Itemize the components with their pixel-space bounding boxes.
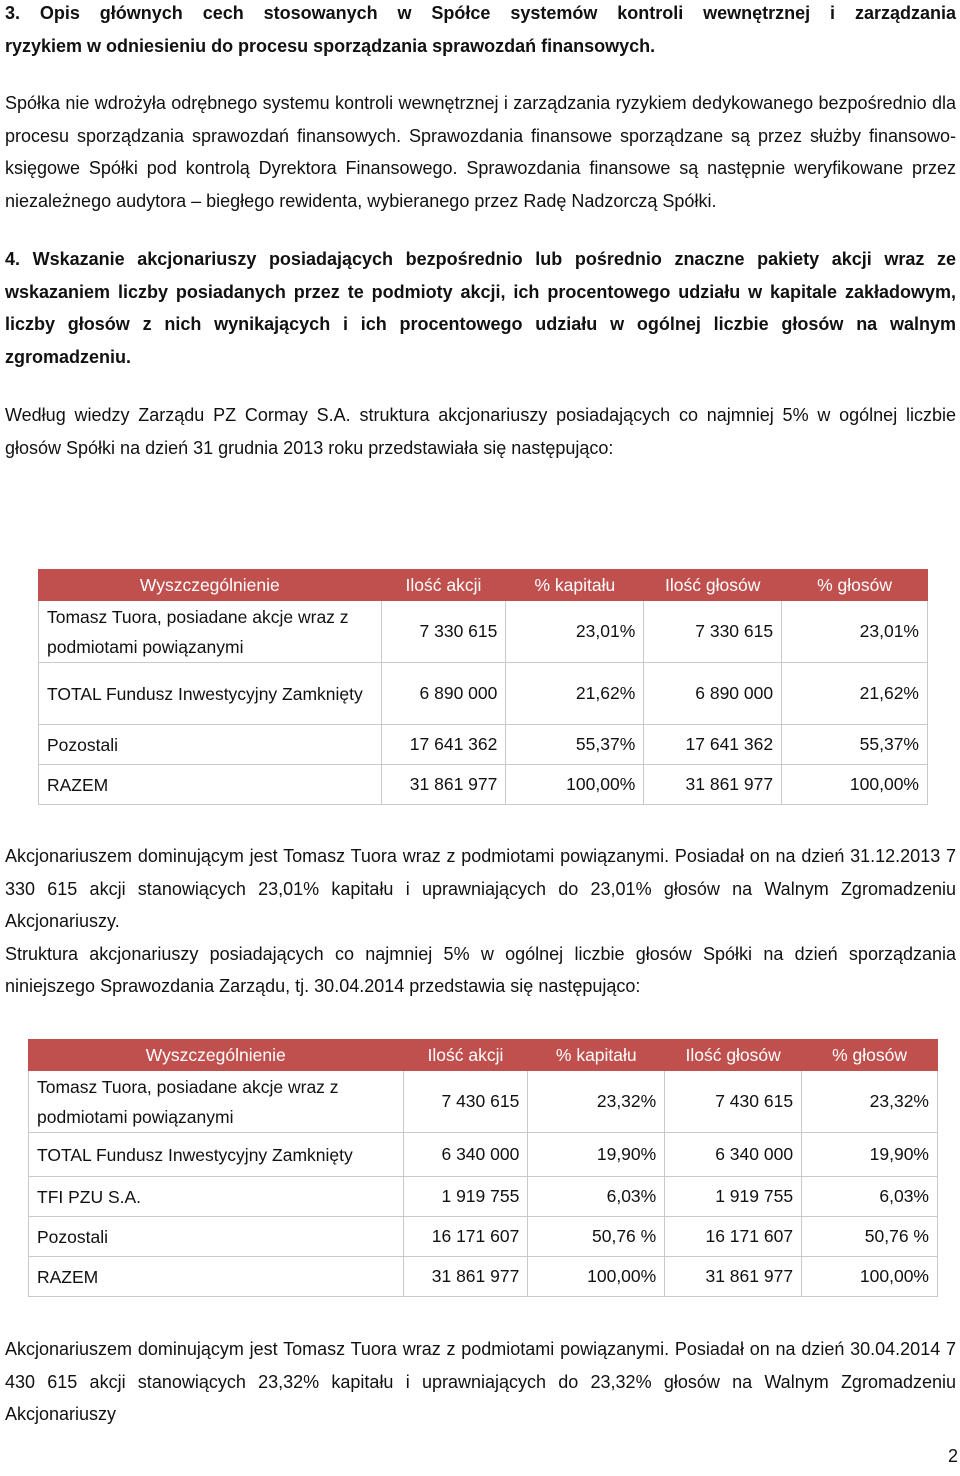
value-cell: 55,37%	[506, 725, 644, 765]
value-cell: 21,62%	[782, 663, 928, 725]
section3-heading-line2: ryzykiem w odniesieniu do procesu sporządzania sprawozdań finansowych.	[5, 35, 656, 56]
dominant-block-2013	[5, 840, 956, 1003]
value-cell: 23,32%	[802, 1071, 938, 1133]
table-row	[29, 1071, 938, 1133]
table-row	[29, 1133, 938, 1177]
section3-heading-line1: 3. Opis głównych cech stosowanych w Spółce systemów kontroli wewnętrznej i zarządzania	[5, 3, 956, 23]
column-header: Wyszczególnienie	[39, 570, 382, 601]
value-cell: 16 171 607	[403, 1217, 528, 1257]
value-cell: 1 919 755	[665, 1177, 802, 1217]
table-header-row	[29, 1040, 938, 1071]
value-cell: 21,62%	[506, 663, 644, 725]
value-cell: 23,01%	[506, 601, 644, 663]
column-header: Ilość akcji	[403, 1040, 528, 1071]
column-header: % kapitału	[528, 1040, 665, 1071]
row-label-cell: Tomasz Tuora, posiadane akcje wraz z podmiotami powiązanymi	[29, 1071, 404, 1133]
value-cell: 7 330 615	[644, 601, 782, 663]
value-cell: 19,90%	[802, 1133, 938, 1177]
page-number: 2	[947, 1446, 958, 1466]
row-label-cell: TOTAL Fundusz Inwestycyjny Zamknięty	[39, 663, 382, 725]
value-cell: 100,00%	[802, 1257, 938, 1297]
column-header: Ilość głosów	[644, 570, 782, 601]
value-cell: 50,76 %	[802, 1217, 938, 1257]
intro-paragraph-2014: Struktura akcjonariuszy posiadających co najmniej 5% w ogólnej liczbie głosów Spółki na dzień sporządzania niniejszego Sprawozdania Zarządu, tj. 30.04.2014 przedstawia się następująco:	[5, 943, 956, 996]
value-cell: 6 340 000	[665, 1133, 802, 1177]
dominant-paragraph-2014: Akcjonariuszem dominującym jest Tomasz Tuora wraz z podmiotami powiązanymi. Posiadał on na dzień 30.04.2014 7 430 615 akcji stanowiących 23,32% kapitału i uprawniających do 23,32% głosów na Walnym Zgromadzeniu Akcjonariuszy	[5, 1339, 956, 1424]
value-cell: 55,37%	[782, 725, 928, 765]
column-header: Ilość głosów	[665, 1040, 802, 1071]
table-row	[39, 765, 928, 805]
value-cell: 23,32%	[528, 1071, 665, 1133]
value-cell: 6,03%	[528, 1177, 665, 1217]
row-label-cell: Tomasz Tuora, posiadane akcje wraz z podmiotami powiązanymi	[39, 601, 382, 663]
shareholders-table-2013	[38, 569, 928, 805]
table-row	[29, 1217, 938, 1257]
value-cell: 6 890 000	[381, 663, 506, 725]
value-cell: 1 919 755	[403, 1177, 528, 1217]
value-cell: 6,03%	[802, 1177, 938, 1217]
intro-paragraph-2013: Według wiedzy Zarządu PZ Cormay S.A. struktura akcjonariuszy posiadających co najmniej 5% w ogólnej liczbie głosów Spółki na dzień 31 grudnia 2013 roku przedstawiała się następująco:	[5, 405, 956, 458]
value-cell: 100,00%	[506, 765, 644, 805]
table-row	[39, 601, 928, 663]
value-cell: 31 861 977	[665, 1257, 802, 1297]
row-label-cell: RAZEM	[39, 765, 382, 805]
dominant-block-2014	[5, 1333, 956, 1431]
value-cell: 23,01%	[782, 601, 928, 663]
column-header: % kapitału	[506, 570, 644, 601]
table-row	[39, 663, 928, 725]
value-cell: 17 641 362	[381, 725, 506, 765]
value-cell: 31 861 977	[403, 1257, 528, 1297]
row-label-cell: RAZEM	[29, 1257, 404, 1297]
column-header: % głosów	[782, 570, 928, 601]
value-cell: 7 330 615	[381, 601, 506, 663]
value-cell: 7 430 615	[665, 1071, 802, 1133]
row-label-cell: Pozostali	[29, 1217, 404, 1257]
section3-paragraph: Spółka nie wdrożyła odrębnego systemu kontroli wewnętrznej i zarządzania ryzykiem dedykowanego bezpośrednio dla procesu sporządzania sprawozdań finansowych. Sprawozdania finansowe sporządzane są przez służby finansowo-księgowe Spółki pod kontrolą Dyrektora Finansowego. Sprawozdania finansowe są następnie weryfikowane przez niezależnego audytora – biegłego rewidenta, wybieranego przez Radę Nadzorczą Spółki.	[5, 93, 956, 211]
document-page	[5, 0, 956, 1424]
column-header: Wyszczególnienie	[29, 1040, 404, 1071]
table-row	[29, 1177, 938, 1217]
value-cell: 17 641 362	[644, 725, 782, 765]
shareholders-table-2014	[28, 1039, 938, 1297]
value-cell: 100,00%	[782, 765, 928, 805]
value-cell: 6 890 000	[644, 663, 782, 725]
table-row	[29, 1257, 938, 1297]
column-header: Ilość akcji	[381, 570, 506, 601]
section4-heading: 4. Wskazanie akcjonariuszy posiadających bezpośrednio lub pośrednio znaczne pakiety akcji wraz ze wskazaniem liczby posiadanych przez te podmioty akcji, ich procentowego udziału w kapitale zakładowym, liczby głosów z nich wynikających i ich procentowego udziału w ogólnej liczbie głosów na walnym zgromadzeniu.	[5, 249, 956, 367]
value-cell: 6 340 000	[403, 1133, 528, 1177]
row-label-cell: Pozostali	[39, 725, 382, 765]
value-cell: 16 171 607	[665, 1217, 802, 1257]
value-cell: 19,90%	[528, 1133, 665, 1177]
table-row	[39, 725, 928, 765]
value-cell: 100,00%	[528, 1257, 665, 1297]
value-cell: 31 861 977	[381, 765, 506, 805]
value-cell: 31 861 977	[644, 765, 782, 805]
dominant-paragraph-2013: Akcjonariuszem dominującym jest Tomasz Tuora wraz z podmiotami powiązanymi. Posiadał on na dzień 31.12.2013 7 330 615 akcji stanowiących 23,01% kapitału i uprawniających do 23,01% głosów na Walnym Zgromadzeniu Akcjonariuszy.	[5, 846, 956, 931]
row-label-cell: TOTAL Fundusz Inwestycyjny Zamknięty	[29, 1133, 404, 1177]
value-cell: 7 430 615	[403, 1071, 528, 1133]
value-cell: 50,76 %	[528, 1217, 665, 1257]
column-header: % głosów	[802, 1040, 938, 1071]
row-label-cell: TFI PZU S.A.	[29, 1177, 404, 1217]
table-header-row	[39, 570, 928, 601]
